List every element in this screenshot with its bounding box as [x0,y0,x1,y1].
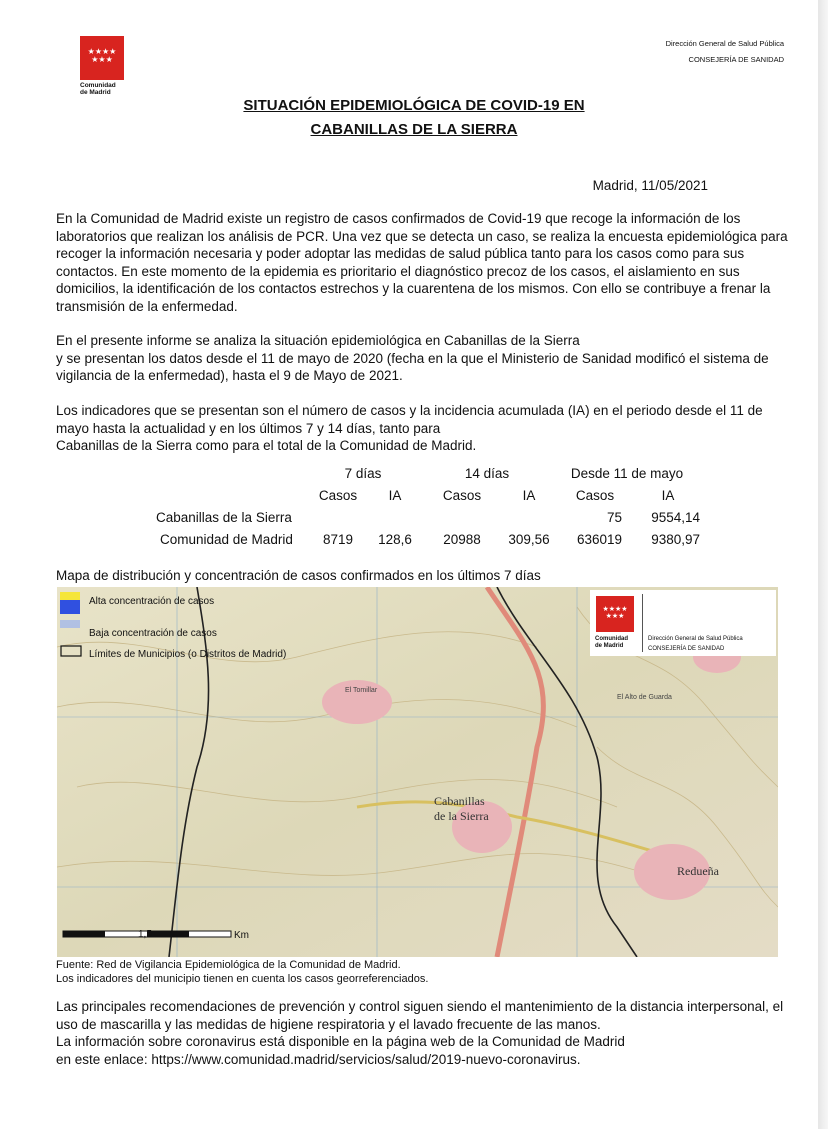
sub-header: Casos [575,487,615,503]
row-name: Cabanillas de la Sierra [156,509,292,525]
row-name: Comunidad de Madrid [160,531,293,547]
source-line2: Los indicadores del municipio tienen en cuenta los casos georreferenciados. [56,973,429,985]
sub-header: IA [522,487,536,503]
group-header-14d: 14 días [464,465,510,481]
place-main-2: de la Sierra [434,809,489,823]
table-empty-cell [150,462,306,484]
document-date: Madrid, 11/05/2021 [592,178,708,193]
header-organization [666,36,784,68]
scope-rest: y se presentan los datos desde el 11 de mayo de 2020 (fecha en la que el Ministerio de Sanidad modificó el sistema de vigilancia de la enfermedad), hasta el 9 de Mayo de 2021. [56,350,769,383]
legend-high-label: Alta concentración de casos [89,596,215,607]
sub-header: IA [661,487,675,503]
cell [504,506,554,528]
map-logo-caption [595,636,628,650]
indicators-line1: Los indicadores que se presentan son el número de casos y la incidencia acumulada (IA) en el periodo desde el 11 de mayo hasta la actualidad y en los últimos 7 y 14 días, tanto para [56,403,763,436]
map-logo-dg-line2: CONSEJERÍA DE SANIDAD [648,646,725,652]
title-line2: CABANILLAS DE LA SIERRA [310,121,518,138]
group-header-since: Desde 11 de mayo [570,465,684,481]
map-logo-box [590,590,776,656]
logo-caption-line1: Comunidad [80,82,116,89]
scale-value: 1,5 [138,929,152,940]
logo-caption-line2: de Madrid [80,89,111,96]
cell [306,506,370,528]
sub-header: Casos [442,487,482,503]
map-logo-cm-line2: de Madrid [595,643,624,649]
cell: 128,6 [378,531,412,547]
scope-line1: En el presente informe se analiza la situación epidemiológica en Cabanillas de la Sierra [56,333,580,348]
legend-low-label: Baja concentración de casos [89,628,217,639]
group-header-7d: 7 días [344,465,382,481]
recommendations-paragraph [56,998,796,1068]
document-title [0,94,828,142]
map-logo-org [648,634,743,654]
org-line2: CONSEJERÍA DE SANIDAD [688,55,784,64]
place-tomillar: El Tomillar [345,687,378,694]
sub-header: Casos [318,487,358,503]
indicators-line2: Cabanillas de la Sierra como para el total de la Comunidad de Madrid. [56,438,477,453]
source-note [56,958,428,986]
map-logo-separator [642,594,643,652]
map-logo-cm-line1: Comunidad [595,636,628,642]
map-logo-dg-line1: Dirección General de Salud Pública [648,636,743,642]
place-alto: El Alto de Guarda [617,694,672,701]
indicators-paragraph [56,402,796,455]
place-main-1: Cabanillas [434,794,485,808]
cell: 9380,97 [651,531,700,547]
table-sub-header-row [150,484,700,506]
cell [420,506,504,528]
cell: 75 [606,509,622,525]
cell: 309,56 [508,531,550,547]
intro-paragraph: En la Comunidad de Madrid existe un registro de casos confirmados de Covid-19 que recoge la información de los laboratorios que realizan los análisis de PCR. Una vez que se detecta un caso, se realiza la encuesta epidemiológica para recoger la información necesaria y poder adoptar las medidas de salud pública tanto para los casos como para sus contactos. En este momento de la epidemia es prioritario el diagnóstico precoz de los casos, el aislamiento en sus domicilios, la identificación de los contactos estrechos y la cuarentena de los mismos. Con ello se contribuye a frenar la transmisión de la enfermedad. [56,211,788,314]
table-group-header-row [150,462,700,484]
org-line1: Dirección General de Salud Pública [665,39,784,48]
place-reduena: Redueña [677,864,719,878]
legend-limits-label: Límites de Municipios (o Distritos de Madrid) [89,649,287,660]
source-line1: Fuente: Red de Vigilancia Epidemiológica de la Comunidad de Madrid. [56,959,401,971]
comunidad-madrid-logo [80,36,126,96]
logo-stars: ★★★★ ★★★ [87,47,117,64]
scope-paragraph [56,332,796,385]
legend-high-swatch-top [60,592,80,600]
cell: 8719 [322,531,354,547]
indicators-table [150,462,700,550]
table-empty-cell [150,484,306,506]
recommendations-line2: La información sobre coronavirus está disponible en la página web de la Comunidad de Madrid [56,1034,625,1049]
cell: 9554,14 [651,509,700,525]
table-row [150,528,700,550]
map-logo-stars: ★★★★ ★★★ [602,606,628,620]
map-caption: Mapa de distribución y concentración de casos confirmados en los últimos 7 días [56,568,541,583]
sub-header: IA [388,487,402,503]
madrid-flag-icon [596,596,634,632]
madrid-flag-icon [80,36,124,80]
cell: 20988 [443,531,481,547]
recommendations-line3: en este enlace: https://www.comunidad.madrid/servicios/salud/2019-nuevo-coronavirus. [56,1051,581,1067]
cell: 636019 [576,531,622,547]
legend-low-swatch [60,620,80,628]
title-line1: SITUACIÓN EPIDEMIOLÓGICA DE COVID-19 EN [243,97,585,114]
recommendations-line1: Las principales recomendaciones de prevención y control siguen siendo el mantenimiento de la distancia interpersonal, el uso de mascarilla y las medidas de higiene respiratoria y el lavado frecuente de las manos. [56,999,784,1032]
page-edge [818,0,828,1129]
table-row [150,506,700,528]
cell [370,506,420,528]
scale-unit: Km [234,930,249,941]
